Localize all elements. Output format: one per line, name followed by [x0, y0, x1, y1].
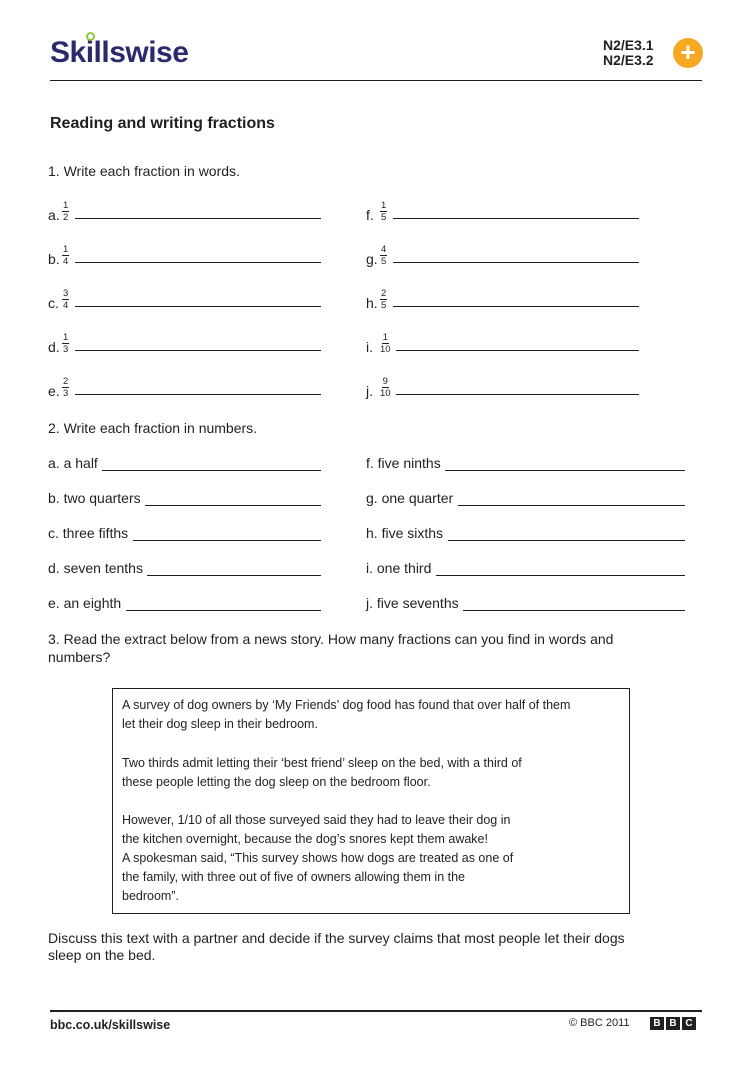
fraction-denominator: 2 [63, 212, 69, 223]
answer-line[interactable] [147, 575, 321, 576]
item-label: g. one quarter [366, 490, 454, 506]
answer-line[interactable] [436, 575, 685, 576]
fraction-item [48, 244, 321, 270]
item-label: f. [366, 207, 374, 223]
item-label: e. an eighth [48, 595, 122, 611]
fraction-item [366, 376, 639, 402]
footer-divider [50, 1010, 702, 1012]
answer-line[interactable] [75, 262, 321, 263]
word-fraction-item [48, 595, 321, 613]
word-fraction-item [48, 455, 321, 473]
bbc-logo-block: C [682, 1017, 696, 1030]
item-label: b. two quarters [48, 490, 141, 506]
item-label: a. [48, 207, 60, 223]
discussion-prompt-line-1: Discuss this text with a partner and decide if the survey claims that most people let their dogs [48, 930, 625, 946]
answer-line[interactable] [126, 610, 321, 611]
extract-line: these people letting the dog sleep on the bedroom floor. [122, 775, 431, 789]
fraction [62, 200, 69, 223]
fraction-denominator: 3 [63, 344, 69, 355]
curriculum-codes [603, 38, 654, 68]
fraction-numerator: 9 [382, 376, 388, 387]
answer-line[interactable] [396, 394, 639, 395]
question-1-prompt: 1. Write each fraction in words. [48, 163, 240, 179]
item-label: a. a half [48, 455, 98, 471]
answer-line[interactable] [75, 350, 321, 351]
fraction [380, 288, 387, 311]
item-label: j. [366, 383, 373, 399]
item-label: i. one third [366, 560, 432, 576]
fraction-numerator: 1 [381, 200, 387, 211]
logo-text: Skillswise [50, 36, 189, 69]
fraction-denominator: 5 [381, 212, 387, 223]
fraction-item [366, 288, 639, 314]
plus-icon: + [673, 38, 703, 68]
fraction [62, 244, 69, 267]
answer-line[interactable] [393, 262, 639, 263]
extract-line: Two thirds admit letting their ‘best friend’ sleep on the bed, with a third of [122, 756, 522, 770]
answer-line[interactable] [396, 350, 639, 351]
answer-line[interactable] [145, 505, 321, 506]
fraction-item [48, 288, 321, 314]
question-3-prompt-line-2: numbers? [48, 649, 111, 665]
fraction-numerator: 3 [63, 288, 69, 299]
fraction-denominator: 4 [63, 256, 69, 267]
fraction-item [48, 376, 321, 402]
extract-line: the kitchen overnight, because the dog’s snores kept them awake! [122, 832, 488, 846]
answer-line[interactable] [463, 610, 685, 611]
word-fraction-item [48, 490, 321, 508]
fraction-denominator: 5 [381, 300, 387, 311]
answer-line[interactable] [458, 505, 685, 506]
item-label: c. three fifths [48, 525, 129, 541]
item-label: h. five sixths [366, 525, 444, 541]
discussion-prompt-line-2: sleep on the bed. [48, 947, 156, 963]
item-label: e. [48, 383, 60, 399]
answer-line[interactable] [448, 540, 685, 541]
fraction-numerator: 4 [381, 244, 387, 255]
bbc-logo-block: B [666, 1017, 680, 1030]
item-label: c. [48, 295, 59, 311]
fraction-numerator: 1 [382, 332, 388, 343]
answer-line[interactable] [102, 470, 321, 471]
word-fraction-item [366, 455, 685, 473]
answer-line[interactable] [133, 540, 321, 541]
answer-line[interactable] [75, 218, 321, 219]
fraction [62, 376, 69, 399]
answer-line[interactable] [393, 218, 639, 219]
item-label: d. [48, 339, 60, 355]
word-fraction-item [366, 525, 685, 543]
question-3-prompt-line-1: 3. Read the extract below from a news story. How many fractions can you find in words and [48, 631, 614, 647]
logo-dot-icon [86, 32, 95, 41]
fraction-denominator: 4 [63, 300, 69, 311]
word-fraction-item [48, 525, 321, 543]
fraction-denominator: 10 [380, 388, 391, 399]
answer-line[interactable] [75, 394, 321, 395]
question-2-prompt: 2. Write each fraction in numbers. [48, 420, 258, 436]
fraction-numerator: 1 [63, 200, 69, 211]
answer-line[interactable] [393, 306, 639, 307]
copyright: © BBC 2011 [569, 1017, 630, 1029]
curriculum-code-1: N2/E3.1 [603, 37, 654, 53]
fraction-numerator: 2 [381, 288, 387, 299]
extract-line: A spokesman said, “This survey shows how dogs are treated as one of [122, 851, 514, 865]
fraction [380, 332, 391, 355]
item-label: f. five ninths [366, 455, 441, 471]
header-divider [50, 80, 702, 81]
extract-line: However, 1/10 of all those surveyed said they had to leave their dog in [122, 813, 511, 827]
item-label: h. [366, 295, 378, 311]
fraction-numerator: 1 [63, 332, 69, 343]
fraction-numerator: 1 [63, 244, 69, 255]
footer-url: bbc.co.uk/skillswise [50, 1018, 171, 1032]
item-label: b. [48, 251, 60, 267]
fraction-denominator: 5 [381, 256, 387, 267]
extract-line: bedroom”. [122, 889, 179, 903]
answer-line[interactable] [445, 470, 685, 471]
fraction [380, 376, 391, 399]
word-fraction-item [366, 560, 685, 578]
fraction-item [366, 244, 639, 270]
curriculum-code-2: N2/E3.2 [603, 52, 654, 68]
fraction-denominator: 10 [380, 344, 391, 355]
fraction-item [366, 332, 639, 358]
fraction-item [48, 332, 321, 358]
word-fraction-item [48, 560, 321, 578]
word-fraction-item [366, 595, 685, 613]
answer-line[interactable] [75, 306, 321, 307]
bbc-logo-block: B [650, 1017, 664, 1030]
fraction-item [366, 200, 639, 226]
fraction [62, 332, 69, 355]
extract-line: the family, with three out of five of owners allowing them in the [122, 870, 465, 884]
fraction [62, 288, 69, 311]
item-label: i. [366, 339, 373, 355]
item-label: g. [366, 251, 378, 267]
extract-line: let their dog sleep in their bedroom. [122, 717, 318, 731]
fraction [380, 244, 387, 267]
page-title: Reading and writing fractions [50, 115, 275, 132]
fraction-numerator: 2 [63, 376, 69, 387]
item-label: j. five sevenths [366, 595, 459, 611]
skillswise-logo [50, 38, 188, 68]
item-label: d. seven tenths [48, 560, 143, 576]
word-fraction-item [366, 490, 685, 508]
fraction-denominator: 3 [63, 388, 69, 399]
extract-line: A survey of dog owners by ‘My Friends’ dog food has found that over half of them [122, 698, 571, 712]
fraction-item [48, 200, 321, 226]
fraction [380, 200, 387, 223]
